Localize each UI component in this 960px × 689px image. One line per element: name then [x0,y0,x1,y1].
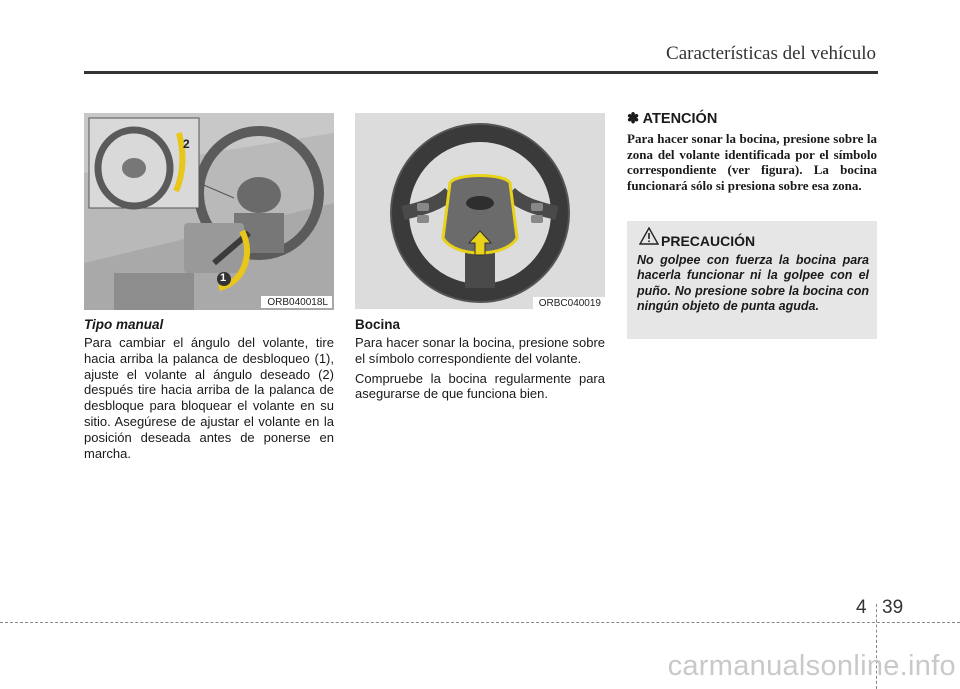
dashboard-illustration [84,113,334,310]
subheading-horn: Bocina [355,317,401,332]
page-number: 39 [882,597,904,618]
paragraph-horn-2: Compruebe la bocina regularmente para asegurarse de que funciona bien. [355,370,605,402]
steering-wheel-illustration [355,113,605,309]
header-rule [84,71,878,74]
caution-title: PRECAUCIÓN [661,233,756,249]
attention-text: Para hacer sonar la bocina, presione sobre la zona del volante identificada por el símbolo correspondiente (ver figura). La bocina funcionará sólo si presiona sobre esa zona. [627,131,877,193]
paragraph-horn [355,335,605,406]
caution-text: No golpee con fuerza la bocina para hacerla funcionar ni la golpee con el puño. No presione sobre la bocina con ningún objeto de punta aguda. [637,253,869,313]
header-title: Características del vehículo [666,43,876,64]
figure-code-left: ORB040018L [261,296,332,308]
callout-2: 2 [183,137,190,151]
horn-figure [355,113,605,309]
paragraph-manual [84,335,334,465]
paragraph-manual-text: Para cambiar el ángulo del volante, tire hacia arriba la palanca de desbloqueo (1), ajuste el volante al ángulo deseado (2) después tire hacia arriba de la palanca de desbloque para bloquear el volante en su sitio. Asegúrese de ajustar el volante en la posición deseada antes de ponerse en marcha. [84,335,334,461]
figure-code-middle: ORBC040019 [533,297,605,309]
warning-triangle-icon [639,227,659,245]
paragraph-horn-1: Para hacer sonar la bocina, presione sobre el símbolo correspondiente del volante. [355,335,605,366]
watermark: carmanualsonline.info [667,650,956,682]
caution-box [627,221,877,339]
callout-1: 1 [220,272,227,284]
steering-tilt-figure [84,113,334,310]
chapter-number: 4 [856,597,867,618]
attention-title: ATENCIÓN [642,111,718,127]
footer-rule [0,622,960,623]
attention-heading [627,111,717,127]
asterisk-icon: ✽ [627,111,640,127]
subheading-manual: Tipo manual [84,317,164,332]
